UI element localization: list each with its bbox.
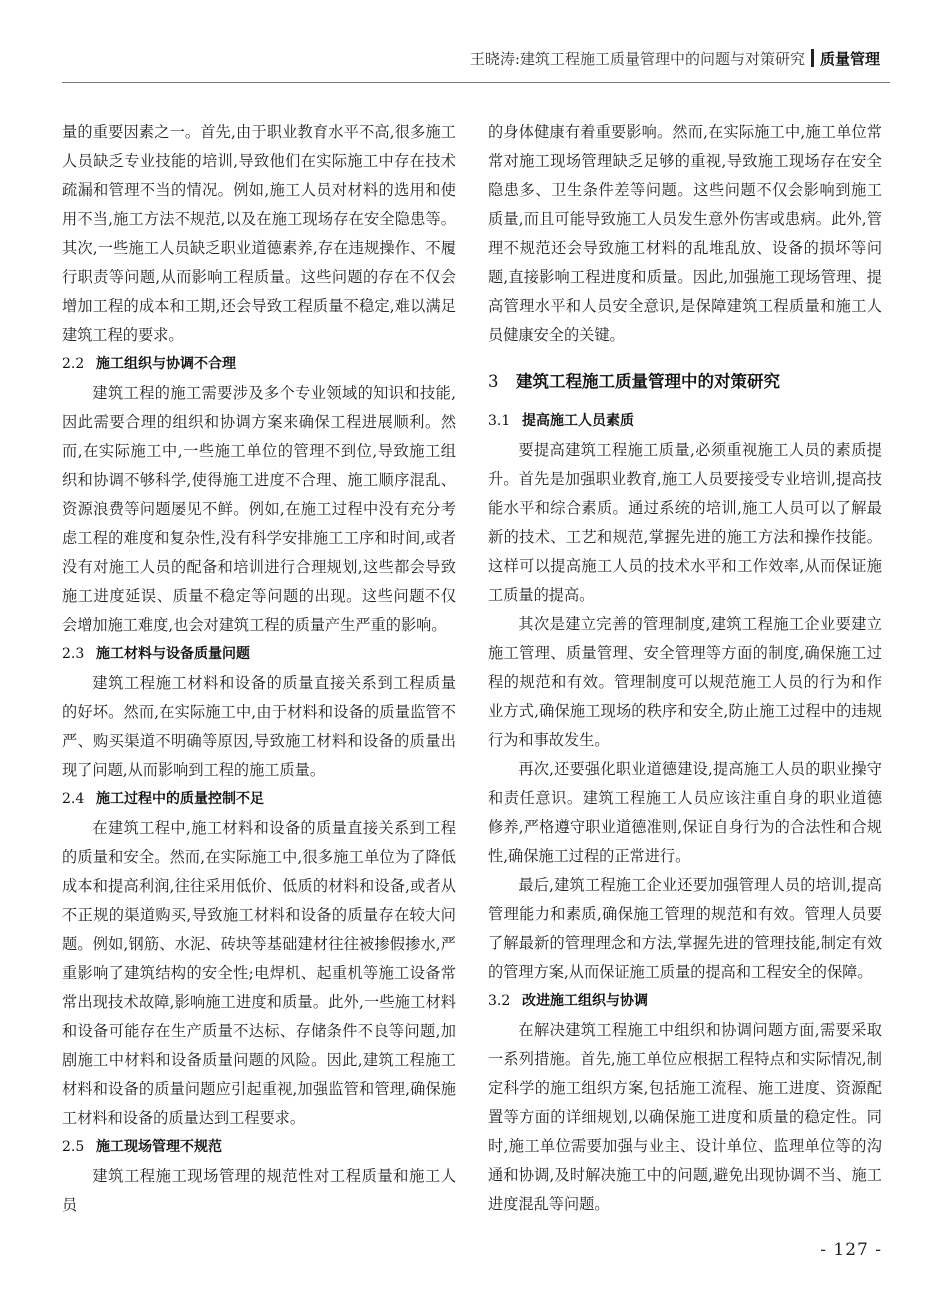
section-title: 施工组织与协调不合理 bbox=[96, 356, 236, 372]
section-title: 改进施工组织与协调 bbox=[522, 993, 648, 1009]
section-number: 3 bbox=[488, 372, 499, 391]
paragraph: 在解决建筑工程施工中组织和协调问题方面,需要采取一系列措施。首先,施工单位应根据工程特点和实际情况,制定科学的施工组织方案,包括施工流程、施工进度、资源配置等方面的详细规划,以确保施工进度和质量的稳定性。同时,施工单位需要加强与业主、设计单位、监理单位等的沟通和协调,及时解决施工中的问题,避免出现协调不当、施工进度混乱等问题。 bbox=[488, 1021, 882, 1213]
section-title: 施工过程中的质量控制不足 bbox=[96, 791, 264, 807]
paragraph: 其次是建立完善的管理制度,建筑工程施工企业要建立施工管理、质量管理、安全管理等方面的制度,确保施工过程的规范和有效。管理制度可以规范施工人员的行为和作业方式,确保施工现场的秩序和安全,防止施工过程中的违规行为和事故发生。 bbox=[488, 615, 882, 749]
section-number: 3.2 bbox=[488, 993, 511, 1009]
section-number: 2.2 bbox=[62, 356, 85, 372]
section-heading-2-2 bbox=[62, 350, 456, 379]
paragraph: 在建筑工程中,施工材料和设备的质量直接关系到工程的质量和安全。然而,在实际施工中,很多施工单位为了降低成本和提高利润,往往采用低价、低质的材料和设备,或者从不正规的渠道购买,导致施工材料和设备的质量存在较大问题。例如,钢筋、水泥、砖块等基础建材往往被掺假掺水,严重影响了建筑结构的安全性;电焊机、起重机等施工设备常常出现技术故障,影响施工进度和质量。此外,一些施工材料和设备可能存在生产质量不达标、存储条件不良等问题,加剧施工中材料和设备质量问题的风险。因此,建筑工程施工材料和设备的质量问题应引起重视,加强监管和管理,确保施工材料和设备的质量达到工程要求。 bbox=[62, 819, 456, 1127]
section-title: 施工材料与设备质量问题 bbox=[96, 646, 250, 662]
paragraph: 最后,建筑工程施工企业还要加强管理人员的培训,提高管理能力和素质,确保施工管理的规范和有效。管理人员要了解最新的管理理念和方法,掌握先进的管理技能,制定有效的管理方案,从而保证施工质量的提高和工程安全的保障。 bbox=[488, 876, 882, 981]
paragraph: 再次,还要强化职业道德建设,提高施工人员的职业操守和责任意识。建筑工程施工人员应该注重自身的职业道德修养,严格遵守职业道德准则,保证自身行为的合法性和合规性,确保施工过程的正常进行。 bbox=[488, 760, 882, 865]
header-rule bbox=[62, 82, 890, 83]
section-title: 提高施工人员素质 bbox=[522, 413, 634, 429]
section-heading-2-3 bbox=[62, 640, 456, 669]
running-title: 王晓涛:建筑工程施工质量管理中的问题与对策研究 bbox=[469, 49, 805, 68]
section-number: 2.4 bbox=[62, 791, 85, 807]
section-title: 施工现场管理不规范 bbox=[96, 1139, 222, 1155]
section-heading-2-4 bbox=[62, 785, 456, 814]
paragraph: 建筑工程施工现场管理的规范性对工程质量和施工人员 bbox=[62, 1167, 456, 1214]
section-number: 2.3 bbox=[62, 646, 85, 662]
right-column bbox=[488, 118, 882, 1219]
paragraph: 建筑工程的施工需要涉及多个专业领域的知识和技能,因此需要合理的组织和协调方案来确保工程进展顺利。然而,在实际施工中,一些施工单位的管理不到位,导致施工组织和协调不够科学,使得施工进度不合理、施工顺序混乱、资源浪费等问题屡见不鲜。例如,在施工过程中没有充分考虑工程的难度和复杂性,没有科学安排施工工序和时间,或者没有对施工人员的配备和培训进行合理规划,这些都会导致施工进度延误、质量不稳定等问题的出现。这些问题不仅会增加施工难度,也会对建筑工程的质量产生严重的影响。 bbox=[62, 384, 456, 634]
running-header bbox=[470, 46, 880, 70]
section-label: 质量管理 bbox=[819, 49, 880, 68]
paragraph: 建筑工程施工材料和设备的质量直接关系到工程质量的好坏。然而,在实际施工中,由于材料和设备的质量监管不严、购买渠道不明确等原因,导致施工材料和设备的质量出现了问题,从而影响到工程的施工质量。 bbox=[62, 674, 456, 779]
section-number: 2.5 bbox=[62, 1139, 85, 1155]
paragraph: 要提高建筑工程施工质量,必须重视施工人员的素质提升。首先是加强职业教育,施工人员要接受专业培训,提高技能水平和综合素质。通过系统的培训,施工人员可以了解最新的技术、工艺和规范,掌握先进的施工方法和操作技能。这样可以提高施工人员的技术水平和工作效率,从而保证施工质量的提高。 bbox=[488, 441, 882, 604]
section-title: 建筑工程施工质量管理中的对策研究 bbox=[516, 372, 780, 391]
paragraph-continued: 量的重要因素之一。首先,由于职业教育水平不高,很多施工人员缺乏专业技能的培训,导致他们在实际施工中存在技术疏漏和管理不当的情况。例如,施工人员对材料的选用和使用不当,施工方法不规范,以及在施工现场存在安全隐患等。其次,一些施工人员缺乏职业道德素养,存在违规操作、不履行职责等问题,从而影响工程质量。这些问题的存在不仅会增加工程的成本和工期,还会导致工程质量不稳定,难以满足建筑工程的要求。 bbox=[62, 123, 456, 344]
left-column bbox=[62, 118, 456, 1220]
section-heading-3-2 bbox=[488, 987, 882, 1016]
paragraph-continued: 的身体健康有着重要影响。然而,在实际施工中,施工单位常常对施工现场管理缺乏足够的重视,导致施工现场存在安全隐患多、卫生条件差等问题。这些问题不仅会影响到施工质量,而且可能导致施工人员发生意外伤害或患病。此外,管理不规范还会导致施工材料的乱堆乱放、设备的损坏等问题,直接影响工程进度和质量。因此,加强施工现场管理、提高管理水平和人员安全意识,是保障建筑工程质量和施工人员健康安全的关键。 bbox=[488, 123, 882, 344]
page-number: - 127 - bbox=[820, 1240, 882, 1260]
section-heading-3-1 bbox=[488, 407, 882, 436]
section-number: 3.1 bbox=[488, 413, 511, 429]
section-heading-3 bbox=[488, 367, 882, 396]
header-separator bbox=[811, 49, 814, 67]
section-heading-2-5 bbox=[62, 1133, 456, 1162]
